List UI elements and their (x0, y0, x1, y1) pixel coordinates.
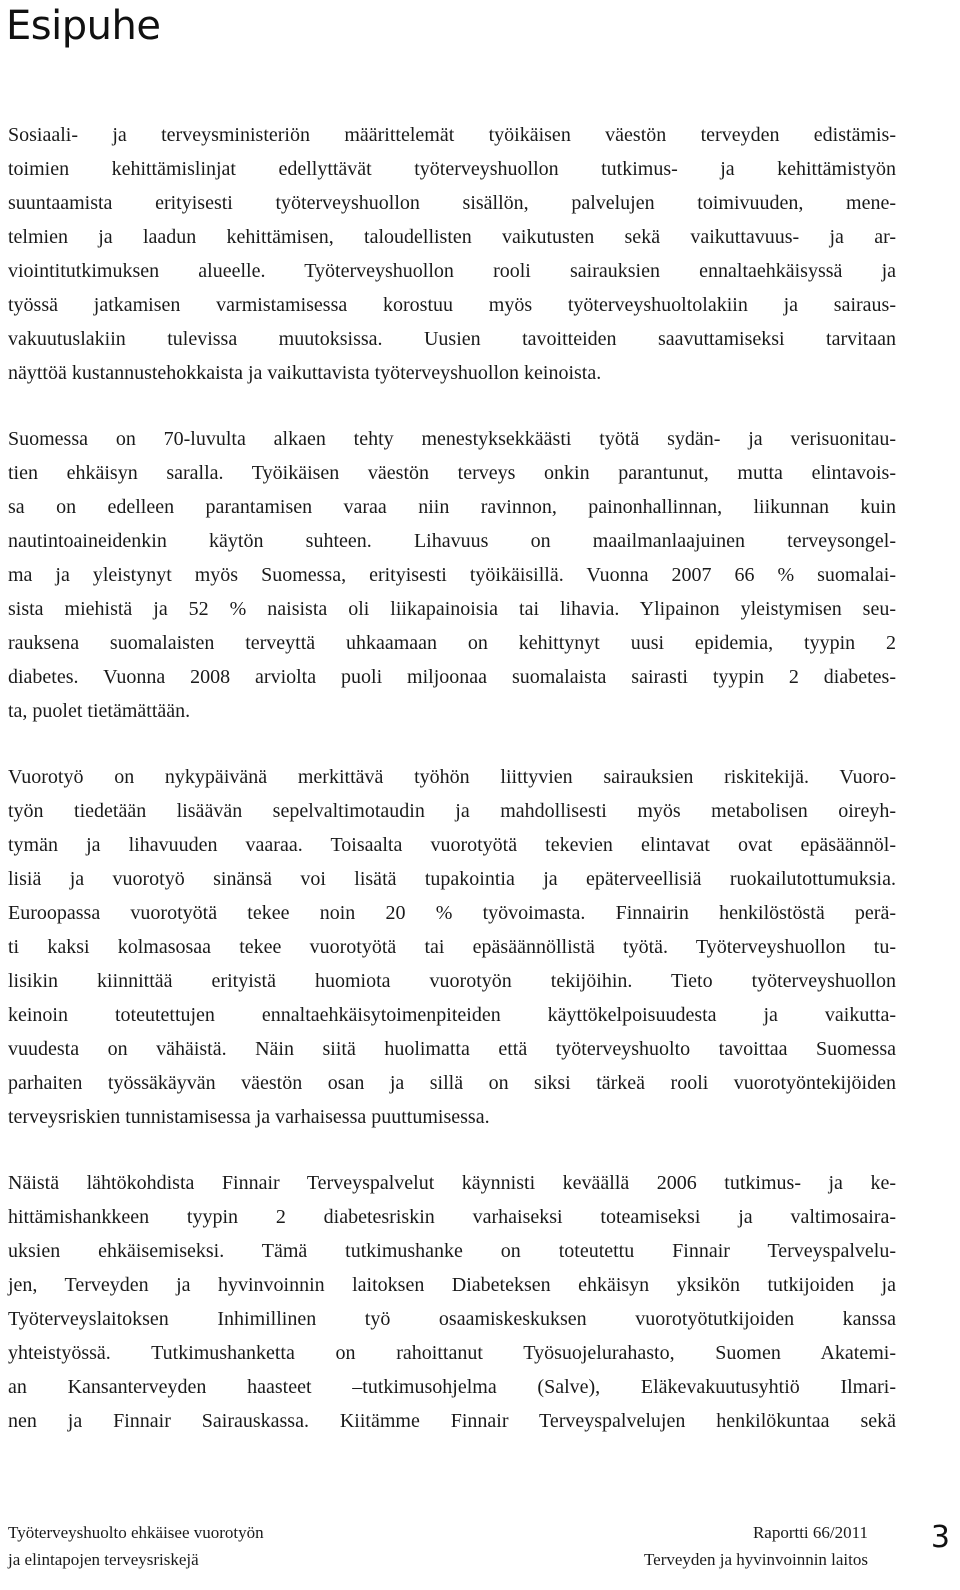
text-line: Sosiaali- ja terveysministeriön määrittelemät työikäisen väestön terveyden edistämis- (8, 124, 896, 146)
text-line: toimien kehittämislinjat edellyttävät työterveyshuollon tutkimus- ja kehittämistyön (8, 158, 896, 180)
footer-report-number: Raportti 66/2011 (752, 1523, 868, 1542)
text-line: Työterveyslaitoksen Inhimillinen työ osaamiskeskuksen vuorotyötutkijoiden kanssa (8, 1308, 896, 1330)
text-line: jen, Terveyden ja hyvinvoinnin laitoksen Diabeteksen ehkäisyn yksikön tutkijoiden ja (8, 1274, 896, 1296)
text-line: Näistä lähtökohdista Finnair Terveyspalvelut käynnisti keväällä 2006 tutkimus- ja ke- (8, 1172, 896, 1194)
text-line: ma ja yleistynyt myös Suomessa, erityisesti työikäisillä. Vuonna 2007 66 % suomalai- (8, 564, 896, 586)
text-line: Vuorotyö on nykypäivänä merkittävä työhön liittyvien sairauksien riskitekijä. Vuoro- (8, 766, 896, 788)
paragraph-3 (8, 760, 896, 1134)
text-line: uksien ehkäisemiseksi. Tämä tutkimushanke on toteutettu Finnair Terveyspalvelu- (8, 1240, 896, 1262)
footer-title-line: ja elintapojen terveysriskejä (8, 1550, 199, 1569)
text-line: tien ehkäisyn saralla. Työikäisen väestön terveys onkin parantunut, mutta elintavois- (8, 462, 896, 484)
text-line: nen ja Finnair Sairauskassa. Kiitämme Finnair Terveyspalvelujen henkilökuntaa sekä (8, 1410, 896, 1432)
text-line: keinoin toteutettujen ennaltaehkäisytoimenpiteiden käyttökelpoisuudesta ja vaikutta- (8, 1004, 896, 1026)
paragraph-2 (8, 422, 896, 728)
text-line: työssä jatkamisen varmistamisessa korostuu myös työterveyshuoltolakiin ja sairaus- (8, 294, 896, 316)
text-line: sa on edelleen parantamisen varaa niin ravinnon, painonhallinnan, liikunnan kuin (8, 496, 896, 518)
text-line: an Kansanterveyden haasteet –tutkimusohjelma (Salve), Eläkevakuutusyhtiö Ilmari- (8, 1376, 896, 1398)
text-line: nautintoaineidenkin käytön suhteen. Lihavuus on maailmanlaajuinen terveysongel- (8, 530, 896, 552)
text-line: sista miehistä ja 52 % naisista oli liikapainoisia tai lihavia. Ylipainon yleistymisen seu- (8, 598, 896, 620)
footer-publisher-name: Terveyden ja hyvinvoinnin laitos (643, 1550, 868, 1569)
footer-title-line: Työterveyshuolto ehkäisee vuorotyön (8, 1523, 264, 1542)
page-title: Esipuhe (6, 3, 161, 49)
text-line: telmien ja laadun kehittämisen, taloudellisten vaikutusten sekä vaikuttavuus- ja ar- (8, 226, 896, 248)
text-line: hittämishankkeen tyypin 2 diabetesriskin varhaiseksi toteamiseksi ja valtimosaira- (8, 1206, 896, 1228)
footer-publication-title (8, 1519, 264, 1573)
text-line: parhaiten työssäkäyvän väestön osan ja sillä on siksi tärkeä rooli vuorotyöntekijöiden (8, 1072, 896, 1094)
text-line: ti kaksi kolmasosaa tekee vuorotyötä tai epäsäännöllistä työtä. Työterveyshuollon tu- (8, 936, 896, 958)
text-line: rauksena suomalaisten terveyttä uhkaamaan on kehittynyt uusi epidemia, tyypin 2 (8, 632, 896, 654)
text-line: Euroopassa vuorotyötä tekee noin 20 % työvoimasta. Finnairin henkilöstöstä perä- (8, 902, 896, 924)
text-line: Suomessa on 70-luvulta alkaen tehty menestyksekkäästi työtä sydän- ja verisuonitau- (8, 428, 896, 450)
text-line: ta, puolet tietämättään. (8, 700, 191, 722)
text-line: vuudesta on vähäistä. Näin siitä huolimatta että työterveyshuolto tavoittaa Suomessa (8, 1038, 896, 1060)
text-line: yhteistyössä. Tutkimushanketta on rahoittanut Työsuojelurahasto, Suomen Akatemi- (8, 1342, 896, 1364)
text-line: lisiä ja vuorotyö sinänsä voi lisätä tupakointia ja epäterveellisiä ruokailutottumuksia. (8, 868, 896, 890)
page-number: 3 (930, 1520, 950, 1555)
paragraph-4 (8, 1166, 896, 1438)
body-text (8, 118, 896, 1470)
text-line: työn tiedetään lisäävän sepelvaltimotaudin ja mahdollisesti myös metabolisen oireyh- (8, 800, 896, 822)
text-line: vakuutuslakiin tulevissa muutoksissa. Uusien tavoitteiden saavuttamiseksi tarvitaan (8, 328, 896, 350)
text-line: tymän ja lihavuuden vaaraa. Toisaalta vuorotyötä tekevien elintavat ovat epäsäännöl- (8, 834, 896, 856)
text-line: lisikin kiinnittää erityistä huomiota vuorotyön tekijöihin. Tieto työterveyshuollon (8, 970, 896, 992)
paragraph-1 (8, 118, 896, 390)
text-line: suuntaamista erityisesti työterveyshuollon sisällön, palvelujen toimivuuden, mene- (8, 192, 896, 214)
text-line: näyttöä kustannustehokkaista ja vaikuttavista työterveyshuollon keinoista. (8, 362, 602, 384)
text-line: terveysriskien tunnistamisessa ja varhaisessa puuttumisessa. (8, 1106, 490, 1128)
footer-publisher (644, 1519, 868, 1573)
text-line: viointitutkimuksen alueelle. Työterveyshuollon rooli sairauksien ennaltaehkäisyssä ja (8, 260, 896, 282)
text-line: diabetes. Vuonna 2008 arviolta puoli miljoonaa suomalaista sairasti tyypin 2 diabetes- (8, 666, 896, 688)
